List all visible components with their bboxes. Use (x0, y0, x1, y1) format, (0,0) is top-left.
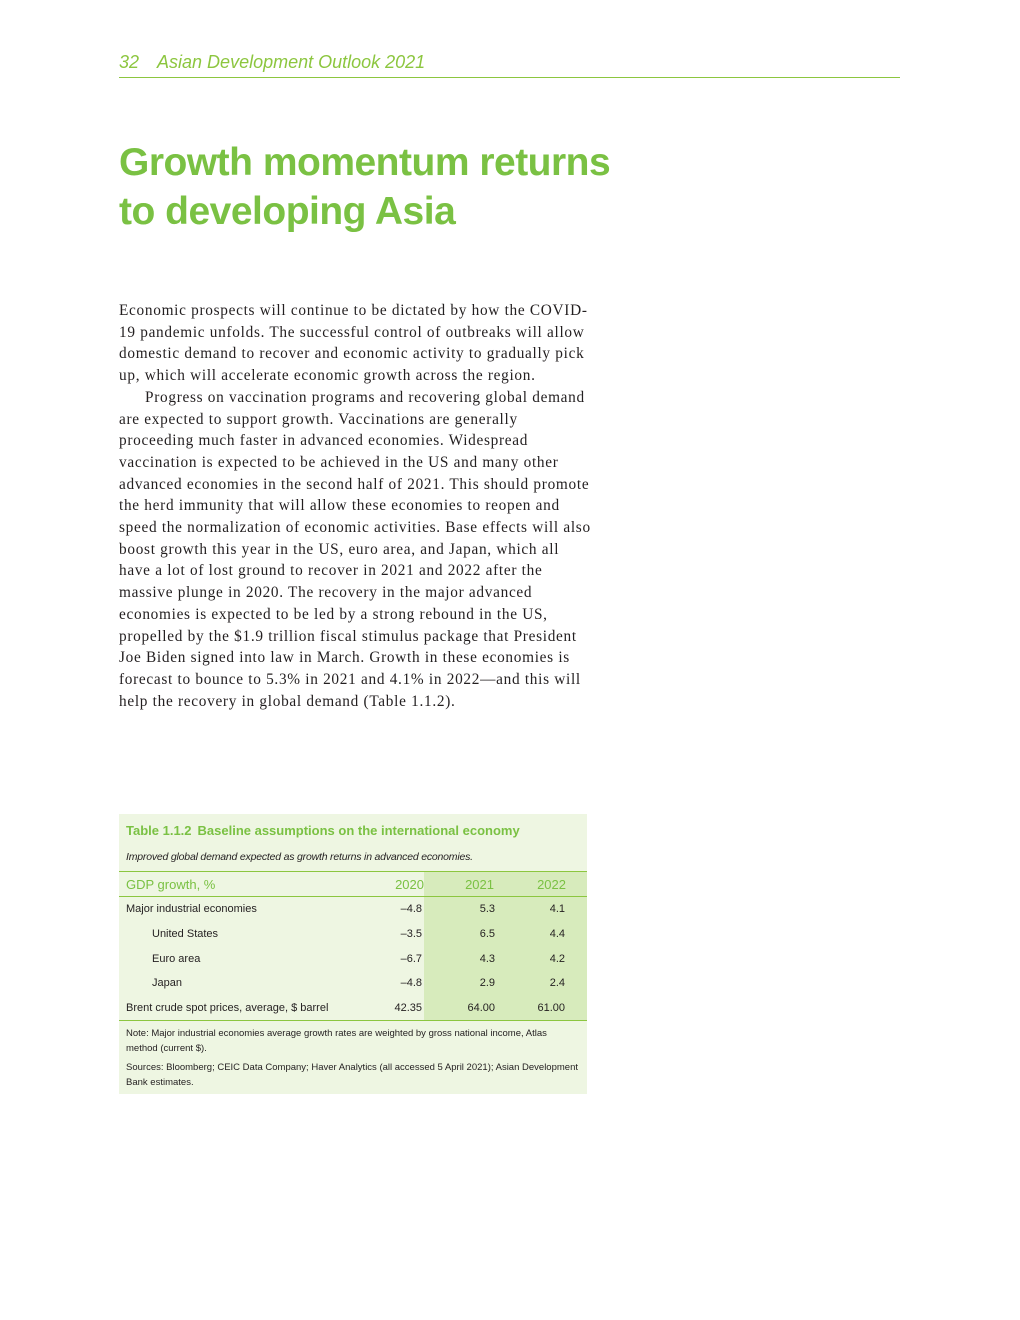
cell-major-2021: 5.3 (479, 903, 495, 915)
section-title (119, 138, 719, 236)
column-header-2020: 2020 (395, 877, 424, 892)
cell-major-2020: –4.8 (400, 903, 422, 915)
table-rule-bottom (119, 1020, 587, 1021)
body-paragraph-2: Progress on vaccination programs and recovering global demand are expected to support growth. Vaccinations are generally proceeding much faster in advanced economies. Widespread vaccination is expected to be achieved in the US and many other advanced economies in the second half of 2021. This should promote the herd immunity that will allow these economies to reopen and speed the normalization of economic activities. Base effects will also boost growth this year in the US, euro area, and Japan, which all have a lot of lost ground to recover in 2021 and 2022 after the massive plunge in 2020. The recovery in the major advanced economies is expected to be led by a strong rebound in the US, propelled by the $1.9 trillion fiscal stimulus package that President Joe Biden signed into law in March. Growth in these economies is forecast to bounce to 5.3% in 2021 and 4.1% in 2022—and this will help the recovery in global demand (Table 1.1.2). (119, 388, 591, 710)
column-header-label: GDP growth, % (126, 877, 216, 892)
running-header (119, 52, 900, 78)
table-note: Note: Major industrial economies average growth rates are weighted by gross national income, Atlas method (current $). (126, 1028, 547, 1054)
body-text (119, 300, 595, 712)
table-title: Baseline assumptions on the international economy (197, 823, 520, 838)
column-header-2022: 2022 (537, 877, 566, 892)
row-label-euro-area: Euro area (152, 953, 201, 965)
cell-euro-2021: 4.3 (479, 953, 495, 965)
cell-brent-2020: 42.35 (394, 1002, 422, 1014)
cell-us-2020: –3.5 (400, 928, 422, 940)
table-subtitle: Improved global demand expected as growth returns in advanced economies. (126, 851, 473, 863)
cell-us-2021: 6.5 (479, 928, 495, 940)
table-rule-top (119, 871, 587, 872)
cell-brent-2022: 61.00 (537, 1002, 565, 1014)
cell-japan-2021: 2.9 (479, 977, 495, 989)
row-label-japan: Japan (152, 977, 182, 989)
cell-japan-2022: 2.4 (549, 977, 565, 989)
row-label-major-industrial-economies: Major industrial economies (126, 903, 257, 915)
cell-euro-2020: –6.7 (400, 953, 422, 965)
column-header-2021: 2021 (465, 877, 494, 892)
table-1-1-2 (119, 814, 587, 1094)
section-title-line-1: Growth momentum returns (119, 141, 611, 184)
table-heading (126, 823, 520, 838)
publication-title: Asian Development Outlook 2021 (157, 52, 426, 72)
cell-brent-2021: 64.00 (467, 1002, 495, 1014)
page-number: 32 (119, 52, 140, 72)
table-rule-header (119, 896, 587, 897)
table-sources: Sources: Bloomberg; CEIC Data Company; Haver Analytics (all accessed 5 April 2021); Asian Development Bank estimates. (126, 1062, 578, 1088)
table-number: Table 1.1.2 (126, 823, 192, 838)
cell-major-2022: 4.1 (549, 903, 565, 915)
cell-euro-2022: 4.2 (549, 953, 565, 965)
cell-japan-2020: –4.8 (400, 977, 422, 989)
section-title-line-2: to developing Asia (119, 190, 456, 233)
highlight-column-2021 (424, 871, 587, 1020)
row-label-united-states: United States (152, 928, 219, 940)
cell-us-2022: 4.4 (549, 928, 565, 940)
row-label-brent-crude: Brent crude spot prices, average, $ barrel (126, 1002, 329, 1014)
body-paragraph-1: Economic prospects will continue to be dictated by how the COVID-19 pandemic unfolds. The successful control of outbreaks will allow domestic demand to recover and economic activity to gradually pick up, which will accelerate economic growth across the region. (119, 302, 588, 385)
